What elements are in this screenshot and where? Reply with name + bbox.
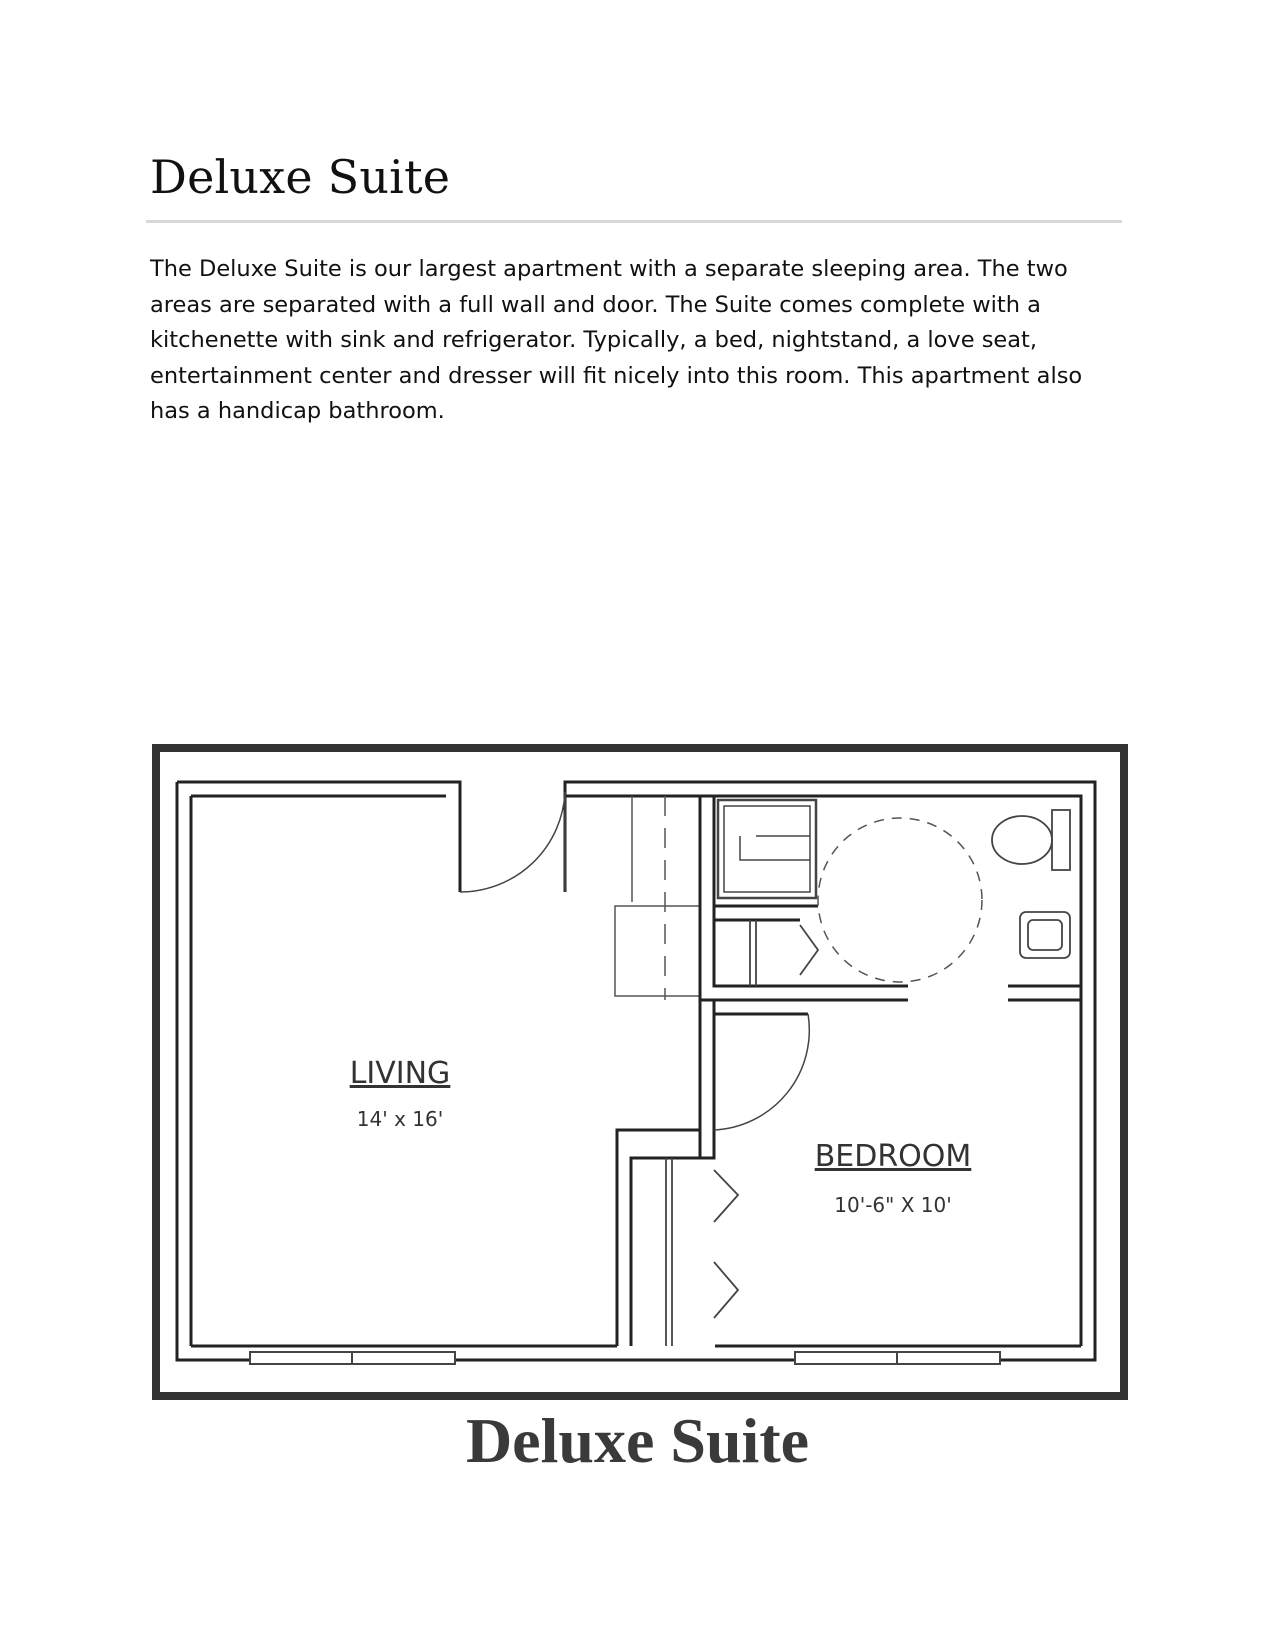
shower (718, 800, 816, 898)
page-description: The Deluxe Suite is our largest apartment with a separate sleeping area. The two areas are separated with a full wall and door. The Suite comes complete with a kitchenette with sink and refrigerator. Typically, a bed, nightstand, a love seat, entertainment center and dresser will fit nicely into this room. This apartment also has a handicap bathroom. (150, 256, 1083, 424)
bath-closet (750, 920, 818, 986)
window-right (795, 1352, 1000, 1364)
exterior-walls (177, 782, 1095, 1360)
floorplan-drawing (150, 742, 1130, 1402)
living-room-label: LIVING (349, 1056, 451, 1091)
kitchenette (615, 796, 700, 1000)
bedroom-closet (666, 1158, 738, 1346)
floorplan-caption: Deluxe Suite (465, 1405, 810, 1476)
living-room-dimensions: 14' x 16' (356, 1107, 444, 1131)
toilet (992, 810, 1070, 870)
bedroom-dimensions: 10'-6" X 10' (834, 1193, 952, 1217)
entry-door-swing (460, 792, 565, 892)
title-divider (146, 220, 1122, 223)
bedroom-door-swing (714, 1014, 809, 1130)
bedroom-label: BEDROOM (814, 1139, 972, 1174)
page-title: Deluxe Suite (150, 150, 451, 204)
wheelchair-turning-circle (818, 818, 982, 982)
interior-walls (617, 796, 1081, 1346)
window-left (250, 1352, 455, 1364)
floorplan-outer-border (156, 748, 1124, 1396)
bathroom-sink (1020, 912, 1070, 958)
